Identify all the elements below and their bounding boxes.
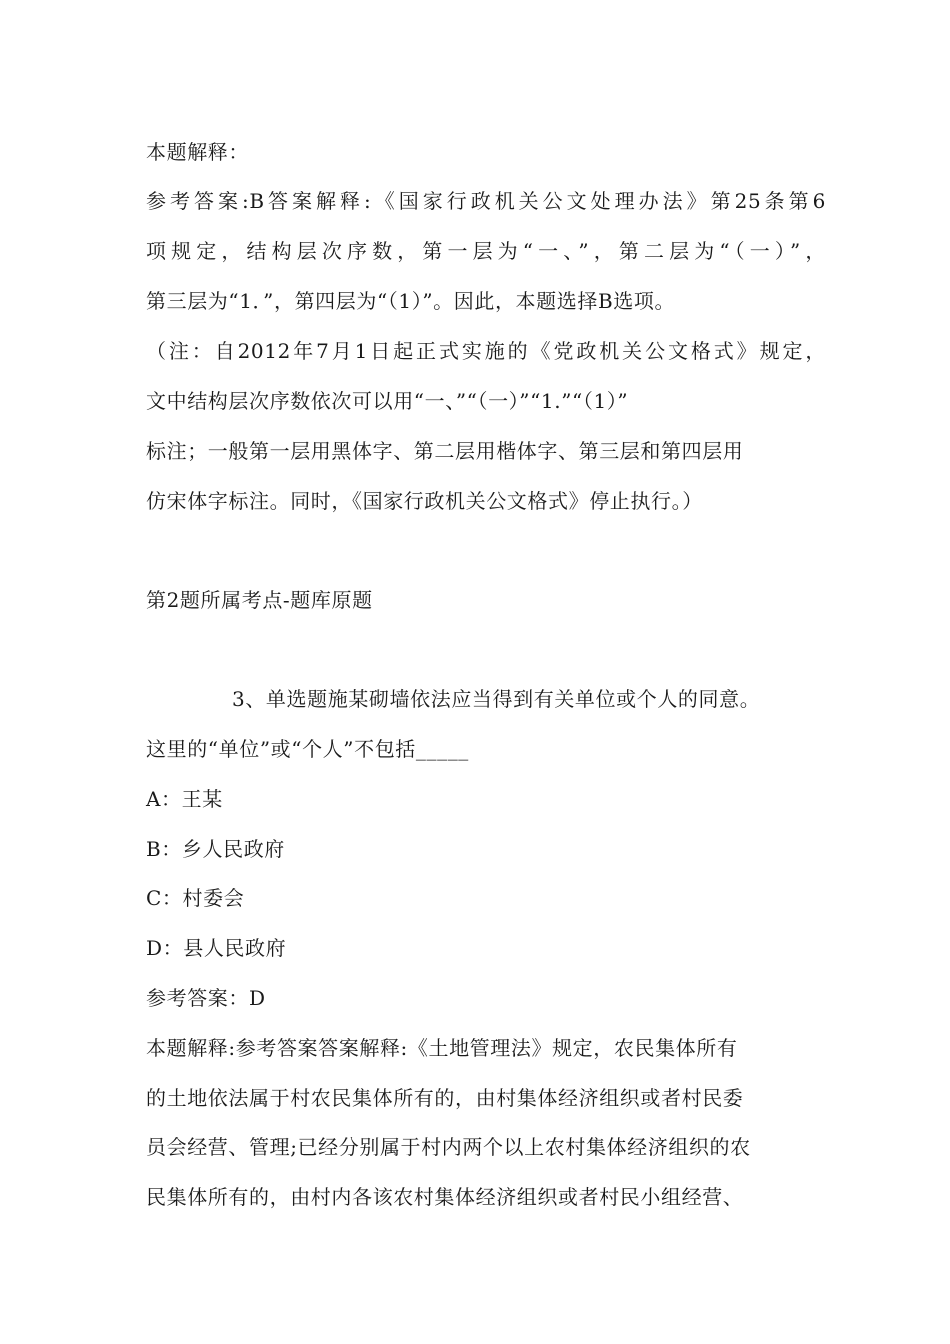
- question-stem: 3、单选题施某砌墙依法应当得到有关单位或个人的同意。: [232, 687, 761, 711]
- option-a: A：王某: [146, 787, 223, 811]
- explanation-line: 民集体所有的，由村内各该农村集体经济组织或者村民小组经营、: [146, 1185, 744, 1209]
- explanation-line: 本题解释:参考答案答案解释:《土地管理法》规定，农民集体所有: [146, 1036, 738, 1060]
- explanation-line: 仿宋体字标注。同时，《国家行政机关公文格式》停止执行。）: [146, 489, 703, 513]
- option-b: B：乡人民政府: [146, 837, 285, 861]
- option-d: D：县人民政府: [146, 936, 287, 960]
- explanation-line: 标注；一般第一层用黑体字、第二层用楷体字、第三层和第四层用: [146, 439, 744, 463]
- answer: 参考答案：D: [146, 986, 266, 1010]
- explanation-line: 第三层为“1．”，第四层为“（1）”。因此，本题选择B选项。: [146, 289, 676, 313]
- explanation-line: 参考答案:B答案解释:《国家行政机关公文处理办法》第25条第6: [146, 189, 826, 213]
- explanation-line: 项规定，结构层次序数，第一层为“一、”，第二层为“（一）”，: [146, 239, 826, 263]
- explanation-heading: 本题解释：: [146, 140, 249, 164]
- explanation-line: 的土地依法属于村农民集体所有的，由村集体经济组织或者村民委: [146, 1086, 744, 1110]
- explanation-line: 文中结构层次序数依次可以用“一、”“（一）”“1.”“（1）”: [146, 389, 629, 413]
- explanation-line: 员会经营、管理;已经分别属于村内两个以上农村集体经济组织的农: [146, 1135, 751, 1159]
- explanation-line: （注：自2012年7月1日起正式实施的《党政机关公文格式》规定，: [146, 339, 826, 363]
- question-stem: 这里的“单位”或“个人”不包括_____: [146, 737, 469, 761]
- question-topic: 第2题所属考点-题库原题: [146, 588, 373, 612]
- option-c: C：村委会: [146, 886, 245, 910]
